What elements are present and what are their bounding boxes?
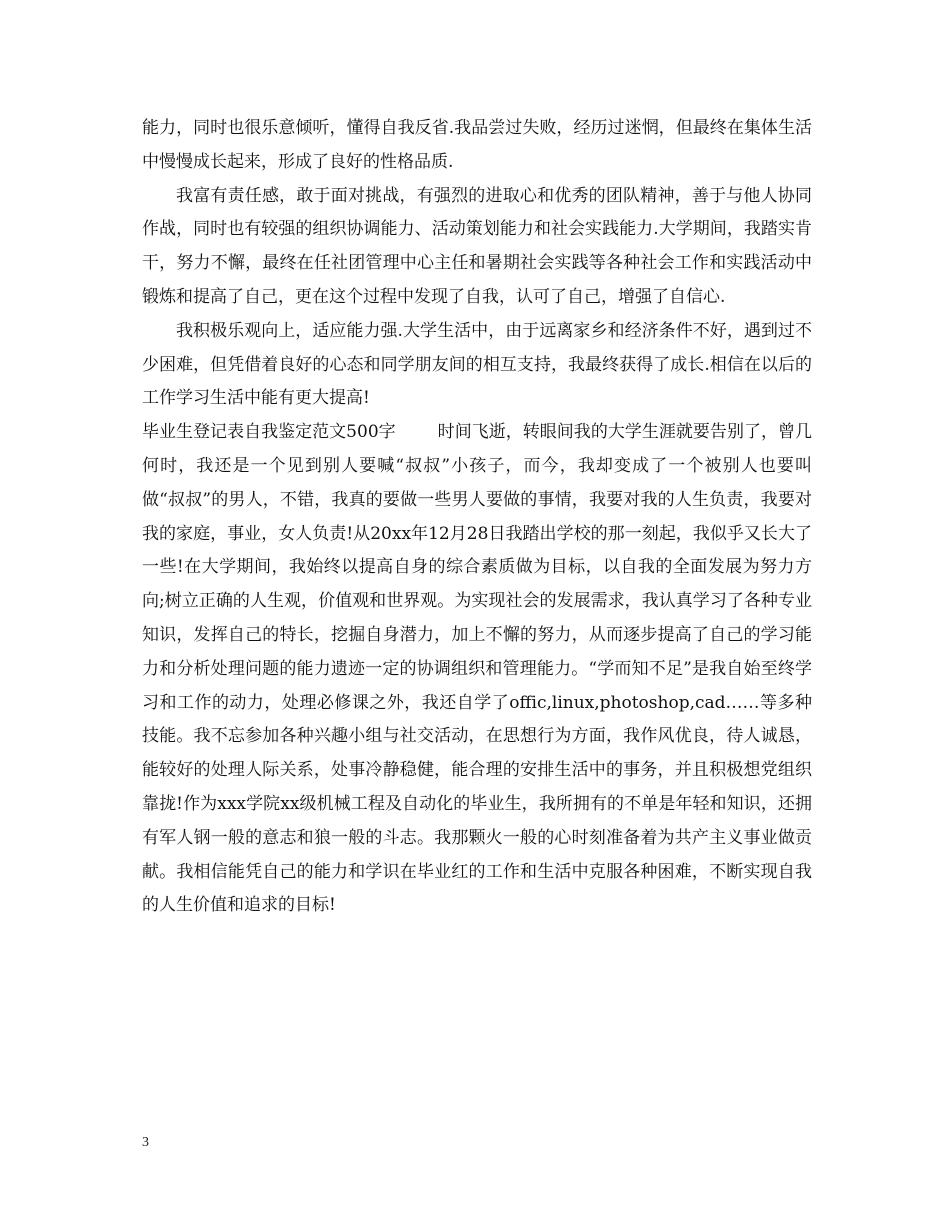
section-body: 时间飞逝，转眼间我的大学生涯就要告别了，曾几何时，我还是一个见到别人要喊“叔叔”小孩子，而今，我却变成了一个被别人也要叫做“叔叔”的男人，不错，我真的要做一些男人要做的事情，我要对我的人生负责，我要对我的家庭，事业，女人负责!从20xx年12月28日我踏出学校的那一刻起，我似乎又长大了一些!在大学期间，我始终以提高自身的综合素质做为目标，以自我的全面发展为努力方向;树立正确的人生观，价值观和世界观。为实现社会的发展需求，我认真学习了各种专业知识，发挥自己的特长，挖掘自身潜力，加上不懈的努力，从而逐步提高了自己的学习能力和分析处理问题的能力遗迹一定的协调组织和管理能力。“学而知不足”是我自始至终学习和工作的动力，处理必修课之外，我还自学了offic,linux,photoshop,cad……等多种技能。我不忘参加各种兴趣小组与社交活动，在思想行为方面，我作风优良，待人诚恳，能较好的处理人际关系，处事冷静稳健，能合理的安排生活中的事务，并且积极想党组织靠拢!作为xxx学院xx级机械工程及自动化的毕业生，我所拥有的不单是年轻和知识，还拥有军人钢一般的意志和狼一般的斗志。我那颗火一般的心时刻准备着为共产主义事业做贡献。我相信能凭自己的能力和学识在毕业红的工作和生活中克服各种困难，不断实现自我的人生价值和追求的目标! <box>142 422 813 916</box>
section-paragraph <box>142 416 812 923</box>
page-number: 3 <box>142 1135 149 1150</box>
paragraph-responsibility: 我富有责任感，敢于面对挑战，有强烈的进取心和优秀的团队精神，善于与他人协同作战，同时也有较强的组织协调能力、活动策划能力和社会实践能力.大学期间，我踏实肯干，努力不懈，最终在任社团管理中心主任和暑期社会实践等各种社会工作和实践活动中锻炼和提高了自己，更在这个过程中发现了自我，认可了自己，增强了自信心. <box>142 185 812 307</box>
section-title: 毕业生登记表自我鉴定范文500字 <box>142 422 396 443</box>
paragraph-optimism: 我积极乐观向上，适应能力强.大学生活中，由于远离家乡和经济条件不好，遇到过不少困难，但凭借着良好的心态和同学朋友间的相互支持，我最终获得了成长.相信在以后的工作学习生活中能有更大提高! <box>142 320 812 409</box>
document-body <box>142 112 812 923</box>
paragraph-continuation: 能力，同时也很乐意倾听，懂得自我反省.我品尝过失败，经历过迷惘，但最终在集体生活中慢慢成长起来，形成了良好的性格品质. <box>142 118 812 172</box>
